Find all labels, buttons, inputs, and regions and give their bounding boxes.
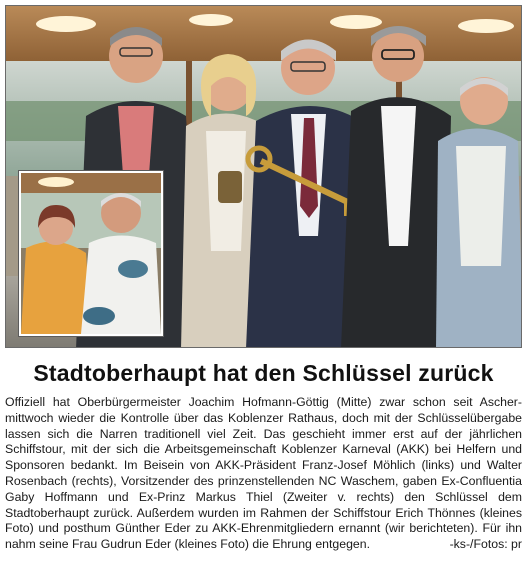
headline: Stadtoberhaupt hat den Schlüssel zurück: [33, 360, 494, 386]
article-body: [5, 395, 522, 553]
inset-photo: [19, 171, 163, 336]
article-body-text: Offiziell hat Oberbürgermeister Joachim Hofmann-Göttig (Mitte) zwar schon seit Aschermittwoch wieder die Kontrolle über das Koblenzer Rathaus, doch mit der Schlüsselübergabe lassen sich die Narren traditionell viel Zeit. Das geschieht immer erst auf der jährlichen Schiffstour, mit der sich die Arbeitsgemeinschaft Koblenzer Karneval (AKK) bei Helfern und Sponsoren bedankt. Im Beisein von AKK-Präsident Franz-Josef Möhlich (links) und Walter Rosenbach (rechts), Vorsitzender des prinzenstellenden NC Waschem, gaben Ex-Confluentia Gaby Hoffmann und Ex-Prinz Markus Thiel (Zweiter v. rechts) den Schlüssel dem Stadtoberhaupt zurück. Außerdem wurden im Rahmen der Schiffstour Erich Thönnes (kleines Foto) und posthum Günther Eder zu AKK-Ehrenmitgliedern ernannt (wir berichteten). Für ihn nahm seine Frau Gudrun Eder (kleines Foto) die Ehrung entgegen.: [5, 395, 522, 552]
photo-credit: -ks-/Fotos: pr: [449, 537, 522, 552]
inset-photo-illustration: [21, 173, 161, 334]
